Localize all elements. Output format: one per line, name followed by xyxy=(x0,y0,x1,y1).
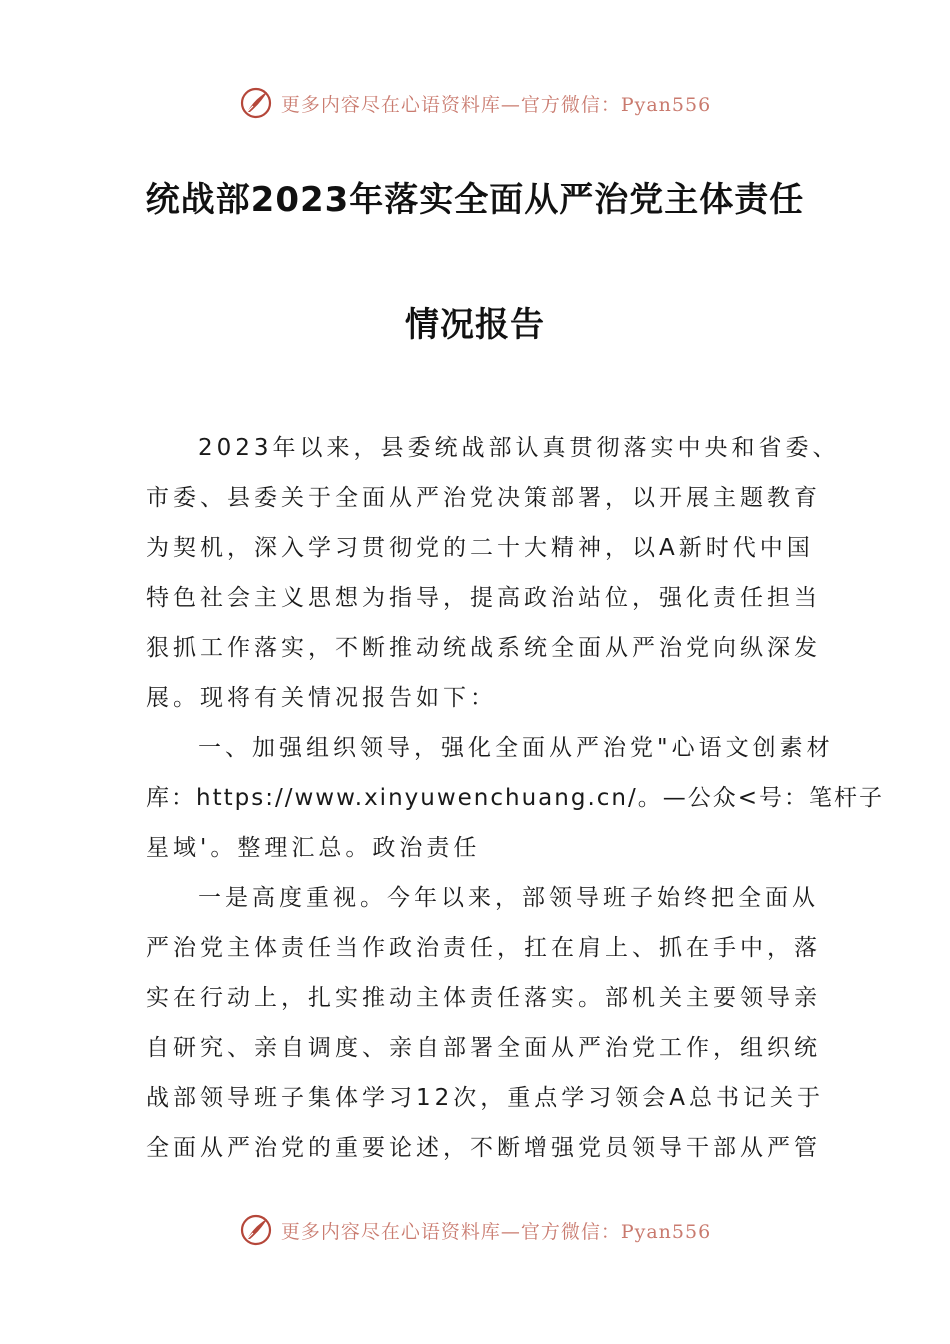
watermark-text: 更多内容尽在心语资料库—官方微信：Pyan556 xyxy=(280,93,712,116)
body-line: 一是高度重视。今年以来，部领导班子始终把全面从 xyxy=(198,885,819,911)
body-line: 为契机，深入学习贯彻党的二十大精神，以A新时代中国 xyxy=(146,535,814,561)
watermark-footer xyxy=(0,1210,950,1250)
body-line: 展。现将有关情况报告如下： xyxy=(146,685,497,711)
document-title-line2: 情况报告 xyxy=(405,305,545,345)
body-line: 库：https://www.xinyuwenchuang.cn/。—公众<号：笔杆子 xyxy=(146,785,885,811)
document-body xyxy=(146,423,885,1173)
body-line: 战部领导班子集体学习12次，重点学习领会A总书记关于 xyxy=(146,1085,825,1111)
quill-logo-icon xyxy=(239,86,273,120)
body-line: 特色社会主义思想为指导，提高政治站位，强化责任担当 xyxy=(146,585,821,611)
body-line: 自研究、亲自调度、亲自部署全面从严治党工作，组织统 xyxy=(146,1035,821,1061)
watermark-text: 更多内容尽在心语资料库—官方微信：Pyan556 xyxy=(280,1220,712,1243)
body-line: 2023年以来，县委统战部认真贯彻落实中央和省委、 xyxy=(198,435,840,461)
body-line: 全面从严治党的重要论述，不断增强党员领导干部从严管 xyxy=(146,1135,821,1161)
body-line: 实在行动上，扎实推动主体责任落实。部机关主要领导亲 xyxy=(146,985,821,1011)
body-line: 严治党主体责任当作政治责任，扛在肩上、抓在手中，落 xyxy=(146,935,821,961)
body-line: 星域'。整理汇总。政治责任 xyxy=(146,835,481,861)
document-title-line1: 统战部2023年落实全面从严治党主体责任 xyxy=(145,180,805,220)
watermark-header xyxy=(0,83,950,123)
body-line: 狠抓工作落实，不断推动统战系统全面从严治党向纵深发 xyxy=(146,635,821,661)
body-line: 市委、县委关于全面从严治党决策部署，以开展主题教育 xyxy=(146,485,821,511)
quill-logo-icon xyxy=(239,1213,273,1247)
body-line: 一、加强组织领导，强化全面从严治党"心语文创素材 xyxy=(198,735,834,761)
